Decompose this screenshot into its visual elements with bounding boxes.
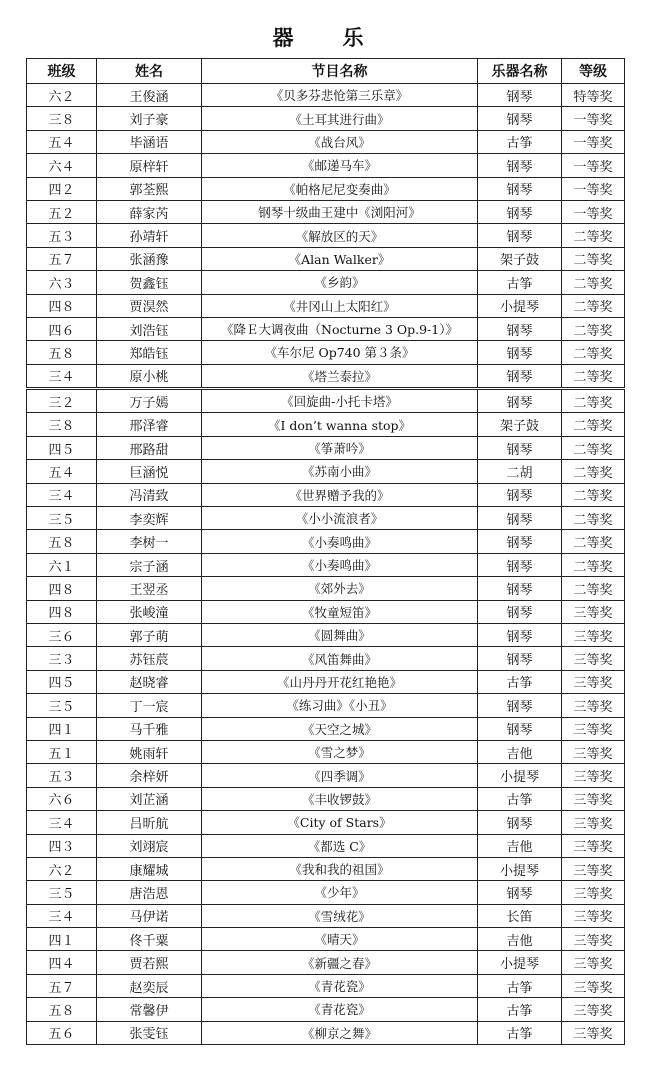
cell-name: 康耀城 bbox=[97, 857, 202, 880]
cell-instrument: 小提琴 bbox=[478, 951, 562, 974]
cell-level: 三等奖 bbox=[562, 928, 625, 951]
cell-class: 三４ bbox=[27, 483, 97, 506]
cell-level: 一等奖 bbox=[562, 177, 625, 200]
cell-name: 巨涵悦 bbox=[97, 460, 202, 483]
cell-level: 三等奖 bbox=[562, 740, 625, 763]
cell-class: 五４ bbox=[27, 460, 97, 483]
cell-level: 二等奖 bbox=[562, 553, 625, 576]
table-row bbox=[27, 717, 625, 740]
cell-name: 张峻潼 bbox=[97, 600, 202, 623]
cell-instrument: 古筝 bbox=[478, 998, 562, 1021]
cell-program: 《四季调》 bbox=[202, 764, 478, 787]
cell-instrument: 钢琴 bbox=[478, 811, 562, 834]
awards-table bbox=[26, 58, 625, 1045]
cell-name: 马伊诺 bbox=[97, 904, 202, 927]
cell-program: 《小奏鸣曲》 bbox=[202, 553, 478, 576]
cell-program: 《牧童短笛》 bbox=[202, 600, 478, 623]
cell-level: 一等奖 bbox=[562, 154, 625, 177]
cell-name: 郭子萌 bbox=[97, 623, 202, 646]
table-row bbox=[27, 460, 625, 483]
table-row bbox=[27, 389, 625, 413]
cell-class: 五１ bbox=[27, 740, 97, 763]
cell-class: 五３ bbox=[27, 224, 97, 247]
cell-level: 二等奖 bbox=[562, 483, 625, 506]
cell-name: 李树一 bbox=[97, 530, 202, 553]
cell-instrument: 长笛 bbox=[478, 904, 562, 927]
cell-name: 马千雅 bbox=[97, 717, 202, 740]
table-row bbox=[27, 271, 625, 294]
cell-name: 张雯钰 bbox=[97, 1021, 202, 1044]
cell-instrument: 钢琴 bbox=[478, 623, 562, 646]
cell-class: 五８ bbox=[27, 341, 97, 364]
cell-level: 一等奖 bbox=[562, 200, 625, 223]
cell-name: 刘浩钰 bbox=[97, 317, 202, 340]
cell-program: 《天空之城》 bbox=[202, 717, 478, 740]
cell-level: 三等奖 bbox=[562, 600, 625, 623]
cell-program: 《练习曲》《小丑》 bbox=[202, 694, 478, 717]
table-row bbox=[27, 317, 625, 340]
cell-level: 三等奖 bbox=[562, 717, 625, 740]
cell-instrument: 古筝 bbox=[478, 974, 562, 997]
cell-instrument: 钢琴 bbox=[478, 600, 562, 623]
cell-name: 姚雨轩 bbox=[97, 740, 202, 763]
cell-name: 赵奕辰 bbox=[97, 974, 202, 997]
column-header-level: 等级 bbox=[562, 59, 625, 84]
cell-program: 钢琴十级曲王建中《浏阳河》 bbox=[202, 200, 478, 223]
column-header-program: 节目名称 bbox=[202, 59, 478, 84]
cell-class: 三２ bbox=[27, 389, 97, 413]
cell-level: 二等奖 bbox=[562, 389, 625, 413]
cell-name: 刘芷涵 bbox=[97, 787, 202, 810]
cell-class: 三８ bbox=[27, 413, 97, 436]
table-row bbox=[27, 247, 625, 270]
cell-program: 《新疆之春》 bbox=[202, 951, 478, 974]
table-row bbox=[27, 974, 625, 997]
cell-level: 二等奖 bbox=[562, 271, 625, 294]
cell-level: 三等奖 bbox=[562, 998, 625, 1021]
cell-name: 赵晓睿 bbox=[97, 670, 202, 693]
table-row bbox=[27, 341, 625, 364]
table-row bbox=[27, 413, 625, 436]
cell-program: 《少年》 bbox=[202, 881, 478, 904]
cell-name: 王俊涵 bbox=[97, 84, 202, 107]
cell-level: 二等奖 bbox=[562, 577, 625, 600]
header-row bbox=[27, 59, 625, 84]
cell-level: 三等奖 bbox=[562, 764, 625, 787]
cell-program: 《苏南小曲》 bbox=[202, 460, 478, 483]
table-row bbox=[27, 1021, 625, 1044]
cell-program: 《山丹丹开花红艳艳》 bbox=[202, 670, 478, 693]
cell-class: 五７ bbox=[27, 247, 97, 270]
table-row bbox=[27, 694, 625, 717]
cell-instrument: 钢琴 bbox=[478, 177, 562, 200]
cell-program: 《解放区的天》 bbox=[202, 224, 478, 247]
table-row bbox=[27, 904, 625, 927]
table-row bbox=[27, 600, 625, 623]
cell-class: 四８ bbox=[27, 294, 97, 317]
table-row bbox=[27, 107, 625, 130]
table-row bbox=[27, 436, 625, 459]
cell-instrument: 古筝 bbox=[478, 787, 562, 810]
cell-program: 《小小流浪者》 bbox=[202, 507, 478, 530]
cell-level: 三等奖 bbox=[562, 1021, 625, 1044]
cell-instrument: 钢琴 bbox=[478, 881, 562, 904]
table-row bbox=[27, 740, 625, 763]
cell-name: 贺鑫钰 bbox=[97, 271, 202, 294]
table-row bbox=[27, 951, 625, 974]
cell-class: 五８ bbox=[27, 530, 97, 553]
cell-level: 二等奖 bbox=[562, 436, 625, 459]
cell-program: 《郊外去》 bbox=[202, 577, 478, 600]
cell-name: 刘翊宸 bbox=[97, 834, 202, 857]
cell-level: 特等奖 bbox=[562, 84, 625, 107]
cell-name: 吕昕航 bbox=[97, 811, 202, 834]
cell-class: 五７ bbox=[27, 974, 97, 997]
cell-program: 《丰收锣鼓》 bbox=[202, 787, 478, 810]
cell-class: 四５ bbox=[27, 436, 97, 459]
cell-level: 三等奖 bbox=[562, 904, 625, 927]
cell-name: 贾若熙 bbox=[97, 951, 202, 974]
cell-level: 三等奖 bbox=[562, 670, 625, 693]
table-row bbox=[27, 764, 625, 787]
cell-level: 二等奖 bbox=[562, 294, 625, 317]
cell-program: 《I don’t wanna stop》 bbox=[202, 413, 478, 436]
table-row bbox=[27, 928, 625, 951]
cell-name: 郭荃熙 bbox=[97, 177, 202, 200]
cell-name: 苏钰莀 bbox=[97, 647, 202, 670]
cell-name: 王翌丞 bbox=[97, 577, 202, 600]
cell-level: 二等奖 bbox=[562, 341, 625, 364]
column-header-name: 姓名 bbox=[97, 59, 202, 84]
cell-level: 三等奖 bbox=[562, 694, 625, 717]
table-row bbox=[27, 857, 625, 880]
cell-program: 《青花瓷》 bbox=[202, 974, 478, 997]
cell-instrument: 吉他 bbox=[478, 834, 562, 857]
column-header-class: 班级 bbox=[27, 59, 97, 84]
table-row bbox=[27, 507, 625, 530]
cell-level: 二等奖 bbox=[562, 460, 625, 483]
cell-level: 三等奖 bbox=[562, 647, 625, 670]
cell-instrument: 钢琴 bbox=[478, 577, 562, 600]
cell-level: 二等奖 bbox=[562, 247, 625, 270]
cell-name: 原小桃 bbox=[97, 364, 202, 388]
table-row bbox=[27, 294, 625, 317]
cell-name: 原梓轩 bbox=[97, 154, 202, 177]
table-row bbox=[27, 530, 625, 553]
cell-instrument: 吉他 bbox=[478, 928, 562, 951]
cell-instrument: 钢琴 bbox=[478, 107, 562, 130]
cell-instrument: 钢琴 bbox=[478, 483, 562, 506]
cell-program: 《土耳其进行曲》 bbox=[202, 107, 478, 130]
cell-class: 六４ bbox=[27, 154, 97, 177]
cell-class: 三６ bbox=[27, 623, 97, 646]
cell-program: 《帕格尼尼变奏曲》 bbox=[202, 177, 478, 200]
table-row bbox=[27, 177, 625, 200]
cell-name: 薛家芮 bbox=[97, 200, 202, 223]
cell-instrument: 钢琴 bbox=[478, 317, 562, 340]
cell-name: 毕涵语 bbox=[97, 130, 202, 153]
cell-program: 《邮递马车》 bbox=[202, 154, 478, 177]
cell-instrument: 钢琴 bbox=[478, 154, 562, 177]
cell-instrument: 古筝 bbox=[478, 670, 562, 693]
cell-instrument: 钢琴 bbox=[478, 530, 562, 553]
cell-program: 《City of Stars》 bbox=[202, 811, 478, 834]
cell-instrument: 小提琴 bbox=[478, 764, 562, 787]
cell-class: 五６ bbox=[27, 1021, 97, 1044]
cell-name: 孙靖轩 bbox=[97, 224, 202, 247]
cell-program: 《贝多芬悲怆第三乐章》 bbox=[202, 84, 478, 107]
cell-level: 三等奖 bbox=[562, 787, 625, 810]
cell-class: 五２ bbox=[27, 200, 97, 223]
cell-name: 常馨伊 bbox=[97, 998, 202, 1021]
cell-level: 三等奖 bbox=[562, 881, 625, 904]
table-row bbox=[27, 623, 625, 646]
cell-name: 佟千粟 bbox=[97, 928, 202, 951]
cell-name: 唐浩恩 bbox=[97, 881, 202, 904]
table-row bbox=[27, 577, 625, 600]
cell-instrument: 钢琴 bbox=[478, 507, 562, 530]
cell-class: 六３ bbox=[27, 271, 97, 294]
cell-class: 六２ bbox=[27, 857, 97, 880]
cell-instrument: 吉他 bbox=[478, 740, 562, 763]
cell-class: 五８ bbox=[27, 998, 97, 1021]
cell-name: 冯清致 bbox=[97, 483, 202, 506]
table-row bbox=[27, 224, 625, 247]
table-row bbox=[27, 154, 625, 177]
table-row bbox=[27, 811, 625, 834]
cell-level: 二等奖 bbox=[562, 413, 625, 436]
cell-instrument: 钢琴 bbox=[478, 341, 562, 364]
table-row bbox=[27, 364, 625, 388]
page-title: 器 乐 bbox=[272, 25, 378, 50]
cell-class: 三８ bbox=[27, 107, 97, 130]
cell-class: 四８ bbox=[27, 600, 97, 623]
cell-class: 五３ bbox=[27, 764, 97, 787]
cell-program: 《小奏鸣曲》 bbox=[202, 530, 478, 553]
cell-instrument: 钢琴 bbox=[478, 436, 562, 459]
cell-instrument: 钢琴 bbox=[478, 717, 562, 740]
cell-level: 二等奖 bbox=[562, 224, 625, 247]
cell-program: 《乡韵》 bbox=[202, 271, 478, 294]
cell-program: 《都选 C》 bbox=[202, 834, 478, 857]
cell-instrument: 架子鼓 bbox=[478, 247, 562, 270]
cell-class: 三３ bbox=[27, 647, 97, 670]
cell-program: 《降Ｅ大调夜曲（Nocturne 3 Op.9-1）》 bbox=[202, 317, 478, 340]
cell-class: 四４ bbox=[27, 951, 97, 974]
cell-class: 六１ bbox=[27, 553, 97, 576]
cell-name: 邢路甜 bbox=[97, 436, 202, 459]
cell-level: 二等奖 bbox=[562, 364, 625, 388]
cell-name: 邢泽睿 bbox=[97, 413, 202, 436]
cell-program: 《雪绒花》 bbox=[202, 904, 478, 927]
cell-class: 四３ bbox=[27, 834, 97, 857]
cell-instrument: 小提琴 bbox=[478, 294, 562, 317]
cell-instrument: 钢琴 bbox=[478, 553, 562, 576]
cell-class: 三５ bbox=[27, 507, 97, 530]
cell-name: 丁一宸 bbox=[97, 694, 202, 717]
cell-level: 一等奖 bbox=[562, 107, 625, 130]
cell-instrument: 古筝 bbox=[478, 130, 562, 153]
cell-name: 刘子豪 bbox=[97, 107, 202, 130]
cell-level: 一等奖 bbox=[562, 130, 625, 153]
cell-program: 《回旋曲-小托卡塔》 bbox=[202, 389, 478, 413]
cell-level: 三等奖 bbox=[562, 974, 625, 997]
cell-level: 三等奖 bbox=[562, 811, 625, 834]
cell-level: 二等奖 bbox=[562, 317, 625, 340]
cell-name: 贾淏然 bbox=[97, 294, 202, 317]
table-row bbox=[27, 647, 625, 670]
table-row bbox=[27, 553, 625, 576]
table-row bbox=[27, 998, 625, 1021]
table-row bbox=[27, 200, 625, 223]
cell-class: 六２ bbox=[27, 84, 97, 107]
cell-program: 《青花瓷》 bbox=[202, 998, 478, 1021]
cell-level: 三等奖 bbox=[562, 834, 625, 857]
table-body bbox=[27, 84, 625, 1045]
cell-instrument: 架子鼓 bbox=[478, 413, 562, 436]
cell-program: 《车尔尼 Op740 第３条》 bbox=[202, 341, 478, 364]
cell-class: 五４ bbox=[27, 130, 97, 153]
cell-program: 《世界赠予我的》 bbox=[202, 483, 478, 506]
cell-instrument: 钢琴 bbox=[478, 224, 562, 247]
cell-name: 李奕辉 bbox=[97, 507, 202, 530]
cell-program: 《塔兰泰拉》 bbox=[202, 364, 478, 388]
cell-class: 六６ bbox=[27, 787, 97, 810]
table-row bbox=[27, 881, 625, 904]
cell-program: 《圆舞曲》 bbox=[202, 623, 478, 646]
cell-class: 四１ bbox=[27, 928, 97, 951]
cell-class: 四５ bbox=[27, 670, 97, 693]
cell-name: 宗子涵 bbox=[97, 553, 202, 576]
cell-instrument: 钢琴 bbox=[478, 364, 562, 388]
cell-program: 《井冈山上太阳红》 bbox=[202, 294, 478, 317]
cell-instrument: 小提琴 bbox=[478, 857, 562, 880]
cell-class: 四８ bbox=[27, 577, 97, 600]
cell-class: 四２ bbox=[27, 177, 97, 200]
cell-class: 四６ bbox=[27, 317, 97, 340]
cell-program: 《筝萧吟》 bbox=[202, 436, 478, 459]
table-row bbox=[27, 130, 625, 153]
cell-program: 《柳京之舞》 bbox=[202, 1021, 478, 1044]
cell-program: 《我和我的祖国》 bbox=[202, 857, 478, 880]
table-row bbox=[27, 787, 625, 810]
cell-instrument: 二胡 bbox=[478, 460, 562, 483]
cell-class: 四１ bbox=[27, 717, 97, 740]
cell-level: 三等奖 bbox=[562, 857, 625, 880]
cell-name: 万子嫣 bbox=[97, 389, 202, 413]
cell-class: 三５ bbox=[27, 694, 97, 717]
cell-instrument: 钢琴 bbox=[478, 647, 562, 670]
cell-name: 郑皓钰 bbox=[97, 341, 202, 364]
cell-class: 三４ bbox=[27, 811, 97, 834]
cell-instrument: 古筝 bbox=[478, 1021, 562, 1044]
table-row bbox=[27, 84, 625, 107]
cell-class: 三４ bbox=[27, 904, 97, 927]
cell-program: 《晴天》 bbox=[202, 928, 478, 951]
cell-instrument: 钢琴 bbox=[478, 200, 562, 223]
cell-program: 《风笛舞曲》 bbox=[202, 647, 478, 670]
cell-level: 三等奖 bbox=[562, 623, 625, 646]
cell-instrument: 古筝 bbox=[478, 271, 562, 294]
cell-instrument: 钢琴 bbox=[478, 84, 562, 107]
cell-instrument: 钢琴 bbox=[478, 694, 562, 717]
cell-name: 余梓妍 bbox=[97, 764, 202, 787]
table-row bbox=[27, 483, 625, 506]
cell-program: 《雪之梦》 bbox=[202, 740, 478, 763]
cell-instrument: 钢琴 bbox=[478, 389, 562, 413]
cell-program: 《战台风》 bbox=[202, 130, 478, 153]
cell-level: 三等奖 bbox=[562, 951, 625, 974]
table-row bbox=[27, 834, 625, 857]
cell-class: 三４ bbox=[27, 364, 97, 388]
column-header-instrument: 乐器名称 bbox=[478, 59, 562, 84]
table-row bbox=[27, 670, 625, 693]
cell-level: 二等奖 bbox=[562, 507, 625, 530]
cell-class: 三５ bbox=[27, 881, 97, 904]
cell-program: 《Alan Walker》 bbox=[202, 247, 478, 270]
cell-level: 二等奖 bbox=[562, 530, 625, 553]
cell-name: 张涵豫 bbox=[97, 247, 202, 270]
